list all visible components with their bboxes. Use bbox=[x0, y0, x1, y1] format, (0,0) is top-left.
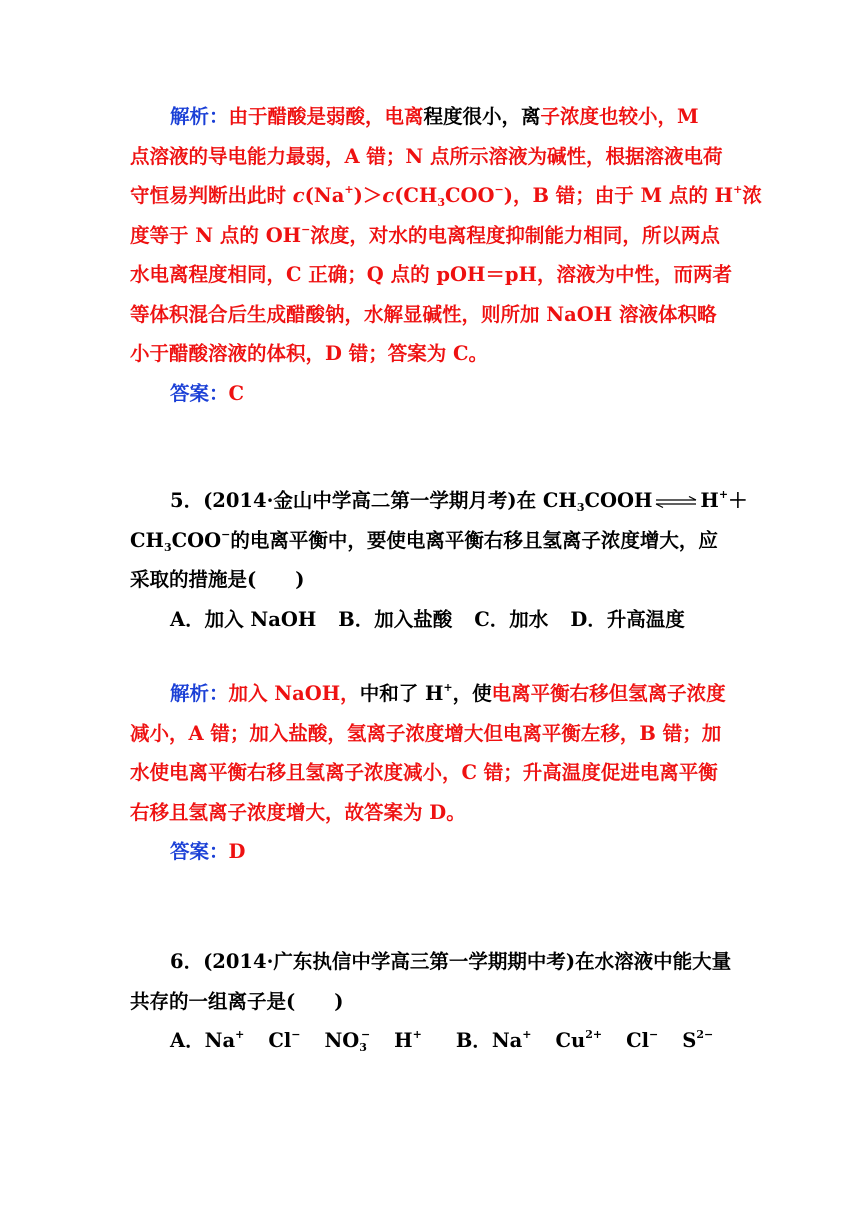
question-5-line-2: $CH_3COO^-$的电离平衡中，要使电离平衡右移且氢离子浓度增大，应 bbox=[130, 527, 718, 554]
question-5-options bbox=[130, 600, 730, 640]
question-6-options bbox=[130, 1021, 730, 1061]
option-b-label: B． bbox=[455, 1029, 492, 1052]
option-c: C．加水 bbox=[474, 607, 549, 631]
question-6-line-2: 共存的一组离子是( ) bbox=[130, 989, 344, 1013]
analysis-q5-line-4: 右移且氢离子浓度增大，故答案为 D。 bbox=[130, 800, 466, 824]
option-b-ion: Cl− bbox=[626, 1028, 659, 1052]
analysis-label: 解析： bbox=[170, 682, 229, 705]
analysis-q5 bbox=[130, 674, 730, 872]
option-b-ions bbox=[492, 1029, 713, 1052]
analysis-q5-line-3: 水使电离平衡右移且氢离子浓度减小，C 错；升高温度促进电离平衡 bbox=[130, 761, 718, 784]
option-a-ion: $NO_3^-$ bbox=[324, 1028, 371, 1054]
analysis-q4 bbox=[130, 97, 762, 413]
option-a-ion: H+ bbox=[394, 1028, 422, 1052]
option-d: D．升高温度 bbox=[570, 607, 685, 631]
analysis-q4-line-7: 小于醋酸溶液的体积，D 错；答案为 C。 bbox=[130, 342, 489, 365]
option-b-ion: $Cu^{2+}$ bbox=[555, 1028, 603, 1052]
analysis-q4-line-1: 解析：由于醋酸是弱酸，电离程度很小，离子浓度也较小，M bbox=[170, 105, 699, 128]
option-b-ion: $S^{2-}$ bbox=[682, 1028, 714, 1052]
option-a: A．加入 NaOH bbox=[170, 607, 317, 631]
question-5 bbox=[130, 481, 748, 639]
analysis-q4-line-2: 点溶液的导电能力最弱，A 错；N 点所示溶液为碱性，根据溶液电荷 bbox=[130, 144, 723, 168]
analysis-q4-line-3: 守恒易判断出此时 $c(Na^+)>c(CH_3COO^-)$，B 错；由于 M 点的 H+浓 bbox=[130, 183, 762, 209]
question-5-line-3: 采取的措施是( ) bbox=[130, 568, 305, 591]
equilibrium-arrow-icon bbox=[654, 496, 698, 508]
answer-label: 答案： bbox=[170, 381, 229, 405]
analysis-label: 解析： bbox=[170, 105, 229, 128]
option-a-ion: Cl− bbox=[268, 1028, 301, 1052]
option-b: B．加入盐酸 bbox=[338, 607, 453, 631]
option-a-ions bbox=[205, 1029, 422, 1052]
answer-q4 bbox=[130, 374, 730, 414]
question-6 bbox=[130, 942, 730, 1061]
option-b-ion: Na+ bbox=[491, 1028, 532, 1052]
answer-label: 答案： bbox=[170, 840, 229, 863]
analysis-q4-line-6: 等体积混合后生成醋酸钠，水解显碱性，则所加 NaOH 溶液体积略 bbox=[130, 302, 717, 326]
analysis-q5-line-2: 减小，A 错；加入盐酸，氢离子浓度增大但电离平衡左移，B 错；加 bbox=[130, 721, 722, 745]
option-a-ion: Na+ bbox=[204, 1028, 245, 1052]
answer-value: D bbox=[228, 840, 246, 863]
analysis-q5-line-1: 解析：加入 NaOH，中和了 H+，使电离平衡右移但氢离子浓度 bbox=[170, 681, 726, 705]
question-6-line-1: 6．(2014·广东执信中学高三第一学期期中考)在水溶液中能大量 bbox=[170, 950, 732, 973]
option-a-label: A． bbox=[170, 1029, 205, 1052]
question-5-line-1: 5．(2014·金山中学高二第一学期月考)在 $CH_3COOH$ H+＋ bbox=[170, 488, 748, 514]
analysis-q4-line-5: 水电离程度相同，C 正确；Q 点的 pOH＝pH，溶液为中性，而两者 bbox=[130, 263, 732, 286]
analysis-q4-line-4: 度等于 N 点的 OH−浓度，对水的电离程度抑制能力相同，所以两点 bbox=[130, 222, 720, 247]
answer-q5 bbox=[130, 832, 730, 872]
answer-value: C bbox=[228, 381, 245, 405]
